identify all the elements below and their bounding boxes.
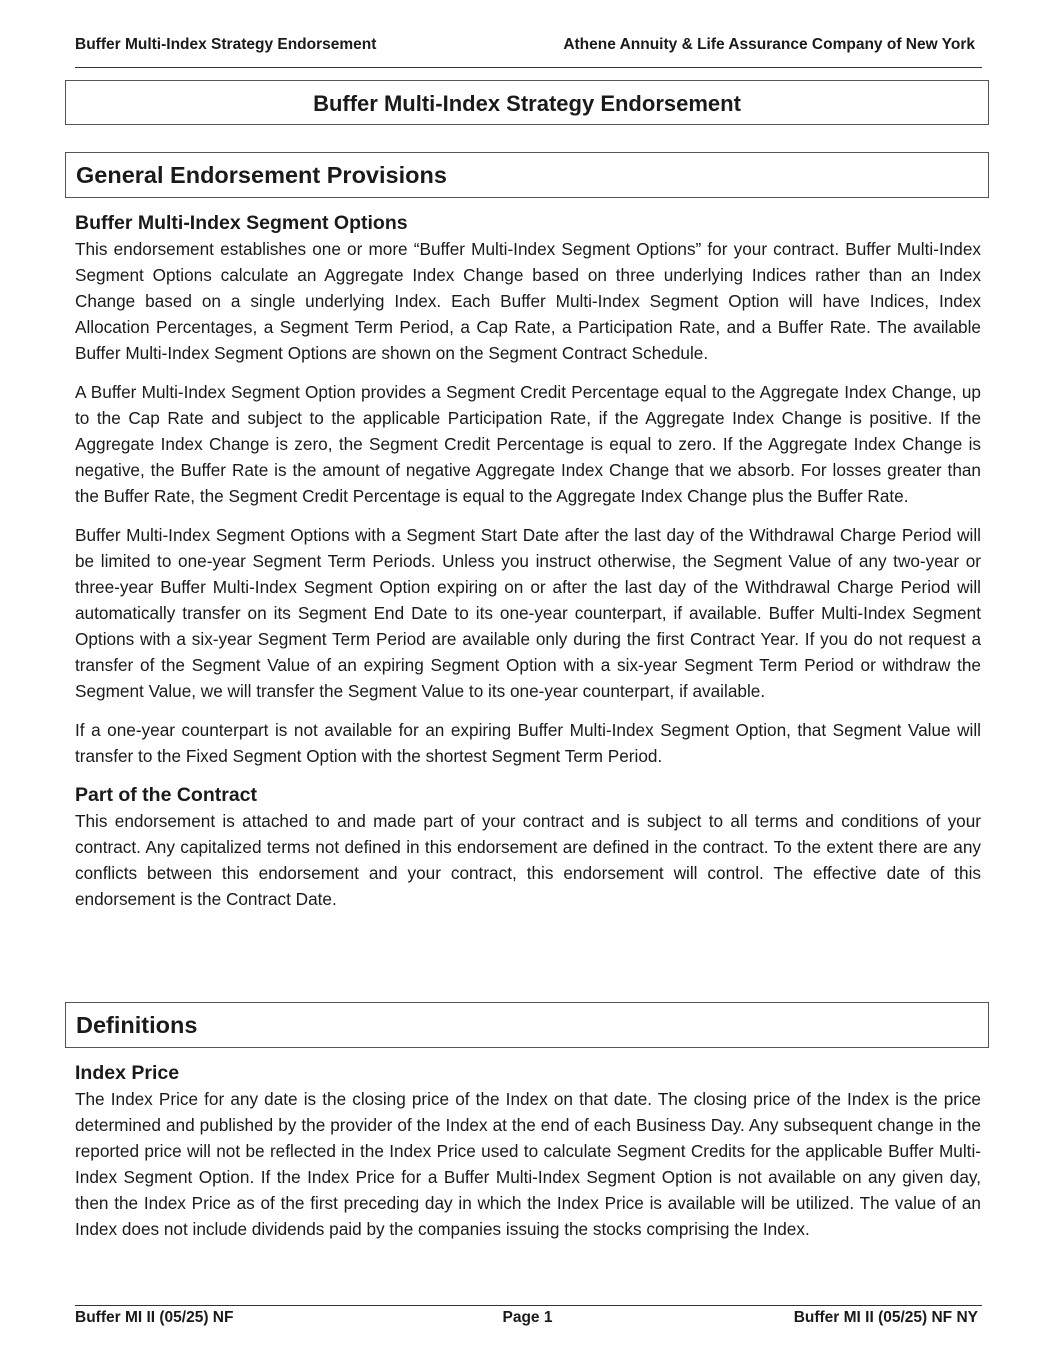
footer-divider — [75, 1305, 982, 1306]
footer-page-number: Page 1 — [502, 1309, 553, 1326]
subsection-title-part-of-contract: Part of the Contract — [75, 784, 258, 806]
paragraph: This endorsement establishes one or more “Buffer Multi-Index Segment Options” for your contract. Buffer Multi-Index Segment Options calculate an Aggregate Index Change based on three underlying Indices rather than an Index Change based on a single underlying Index. Each Buffer Multi-Index Segment Option will have Indices, Index Allocation Percentages, a Segment Term Period, a Cap Rate, a Participation Rate, and a Buffer Rate. The available Buffer Multi-Index Segment Options are shown on the Segment Contract Schedule. — [75, 239, 981, 363]
paragraph: If a one-year counterpart is not available for an expiring Buffer Multi-Index Segment Option, that Segment Value will transfer to the Fixed Segment Option with the shortest Segment Term Period. — [75, 720, 981, 766]
section-heading-definitions: Definitions — [65, 1002, 989, 1048]
document-title: Buffer Multi-Index Strategy Endorsement — [65, 80, 989, 125]
paragraph: A Buffer Multi-Index Segment Option provides a Segment Credit Percentage equal to the Aggregate Index Change, up to the Cap Rate and subject to the applicable Participation Rate, if the Aggregate Index Change is positive. If the Aggregate Index Change is zero, the Segment Credit Percentage is equal to zero. If the Aggregate Index Change is negative, the Buffer Rate is the amount of negative Aggregate Index Change that we absorb. For losses greater than the Buffer Rate, the Segment Credit Percentage is equal to the Aggregate Index Change plus the Buffer Rate. — [75, 382, 981, 506]
paragraph: Buffer Multi-Index Segment Options with a Segment Start Date after the last day of the Withdrawal Charge Period will be limited to one-year Segment Term Periods. Unless you instruct otherwise, the Segment Value of any two-year or three-year Buffer Multi-Index Segment Option expiring on or after the last day of the Withdrawal Charge Period will automatically transfer on its Segment End Date to its one-year counterpart, if available. Buffer Multi-Index Segment Options with a six-year Segment Term Period are available only during the first Contract Year. If you do not request a transfer of the Segment Value of an expiring Segment Option with a six-year Segment Term Period or withdraw the Segment Value, we will transfer the Segment Value to its one-year counterpart, if available. — [75, 525, 981, 701]
subsection-title-index-price: Index Price — [75, 1062, 180, 1084]
header-divider — [75, 67, 982, 68]
definitions-content — [75, 1060, 981, 1242]
header-company-name: Athene Annuity & Life Assurance Company of New York — [563, 36, 975, 53]
header-document-title: Buffer Multi-Index Strategy Endorsement — [75, 36, 377, 53]
page-footer — [75, 1309, 980, 1331]
paragraph: This endorsement is attached to and made part of your contract and is subject to all terms and conditions of your contract. Any capitalized terms not defined in this endorsement are defined in the contract. To the extent there are any conflicts between this endorsement and your contract, this endorsement will control. The effective date of this endorsement is the Contract Date. — [75, 811, 981, 909]
general-provisions-content — [75, 210, 981, 912]
footer-form-number: Buffer MI II (05/25) NF — [75, 1309, 234, 1326]
page-header — [75, 36, 980, 58]
section-heading-general-provisions: General Endorsement Provisions — [65, 152, 989, 198]
footer-state-form-number: Buffer MI II (05/25) NF NY — [793, 1309, 978, 1326]
subsection-title-segment-options: Buffer Multi-Index Segment Options — [75, 212, 408, 234]
paragraph: The Index Price for any date is the closing price of the Index on that date. The closing price of the Index is the price determined and published by the provider of the Index at the end of each Business Day. Any subsequent change in the reported price will not be reflected in the Index Price used to calculate Segment Credits for the applicable Buffer Multi-Index Segment Option. If the Index Price for a Buffer Multi-Index Segment Option is not available on any given day, then the Index Price as of the first preceding day in which the Index Price is available will be utilized. The value of an Index does not include dividends paid by the companies issuing the stocks comprising the Index. — [75, 1089, 981, 1239]
